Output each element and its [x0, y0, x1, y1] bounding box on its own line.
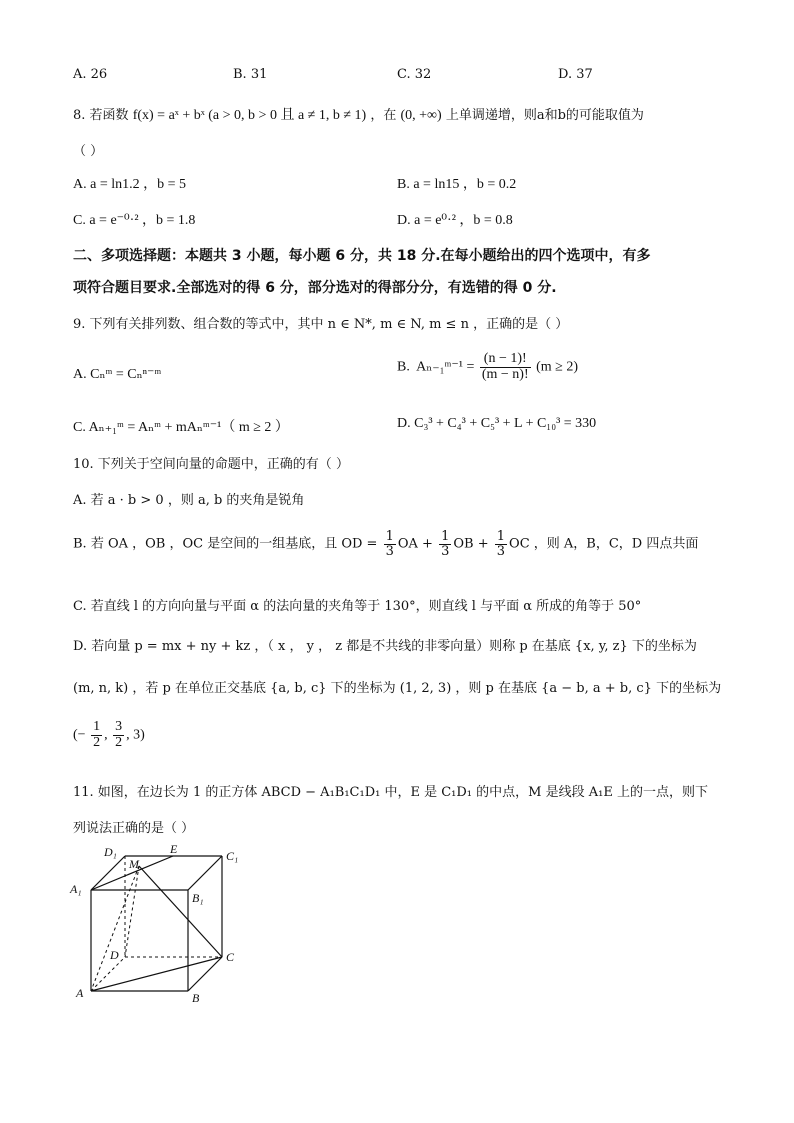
segment-ac — [91, 957, 222, 991]
label-d1: D₁ — [104, 845, 117, 859]
edge-bc — [188, 957, 222, 991]
label-e: E — [170, 842, 178, 856]
label-c1: C₁ — [226, 849, 239, 863]
frac-denominator: 2 — [93, 734, 101, 750]
q9-option-b-fraction — [480, 352, 531, 382]
q9-option-b-lhs: Aₙ₋₁ᵐ⁻¹ = — [416, 359, 475, 375]
q9-option-b-denominator: (m − n)! — [481, 366, 529, 382]
frac-numerator: 1 — [385, 529, 394, 544]
q9-option-d: D. C₃³ + C₄³ + C₅³ + L + C₁₀³ = 330 — [397, 416, 597, 431]
q7-option-d: D. 37 — [558, 67, 593, 82]
edge-ad-hidden — [91, 957, 125, 991]
q8-option-c: C. a = e⁻⁰·² ，b = 1.8 — [73, 213, 196, 228]
segment-mc — [139, 866, 222, 957]
cube-figure — [66, 840, 256, 1010]
frac-numerator: 1 — [496, 529, 506, 544]
q8-prefix: 8. 若函数 — [73, 108, 129, 123]
label-b1: B₁ — [192, 891, 204, 905]
q10-option-d-frac2 — [113, 720, 124, 750]
frac-numerator: 1 — [441, 529, 450, 544]
q10-option-a: A. 若 a · b > 0 ，则 a, b 的夹角是锐角 — [73, 493, 305, 508]
q10-option-b-term1: OA + — [397, 536, 433, 552]
q7-option-a: A. 26 — [73, 67, 108, 82]
frac-denominator: 3 — [385, 543, 394, 559]
frac-denominator: 3 — [441, 543, 450, 559]
q10-option-d-line1: D. 若向量 p = mx + ny + kz ，（ x ， y ， z 都是不共线的非零向量）则称 p 在基底 {x, y, z} 下的坐标为 — [73, 639, 697, 654]
q8-option-b: B. a = ln15 ，b = 0.2 — [397, 177, 517, 192]
q9-option-b — [397, 352, 578, 382]
section-heading-line2: 项符合题目要求.全部选对的得 6 分，部分选对的得部分分，有选错的得 0 分. — [73, 280, 557, 296]
q10-stem: 10. 下列关于空间向量的命题中，正确的有（ ） — [73, 457, 349, 472]
q11-stem-line2: 列说法正确的是（ ） — [73, 821, 195, 836]
q10-option-b-term2: OB + — [453, 536, 489, 552]
q10-option-b-frac1 — [384, 530, 396, 558]
q7-option-c: C. 32 — [397, 67, 432, 82]
q8-mid: ，在 — [370, 108, 397, 123]
edge-b1c1 — [188, 856, 222, 890]
q8-stem — [73, 104, 644, 124]
q7-option-b: B. 31 — [233, 67, 268, 82]
frac-denominator: 2 — [115, 734, 123, 750]
frac-numerator: 3 — [115, 719, 123, 734]
frac-numerator: 1 — [93, 719, 101, 734]
q8-interval: (0, +∞) — [400, 108, 442, 123]
q8-option-d: D. a = e⁰·² ，b = 0.8 — [397, 213, 513, 228]
q10-option-b-frac2 — [439, 530, 451, 558]
label-b: B — [192, 991, 200, 1005]
q9-option-a: A. Cₙᵐ = Cₙⁿ⁻ᵐ — [73, 367, 162, 382]
label-a1: A₁ — [70, 882, 82, 896]
q8-answer-paren: （ ） — [73, 144, 104, 159]
q10-option-c: C. 若直线 l 的方向向量与平面 α 的法向量的夹角等于 130°，则直线 l 与平面 α 所成的角等于 50° — [73, 599, 642, 614]
label-m: M — [129, 857, 139, 871]
q10-option-d-close: , 3) — [126, 727, 145, 743]
frac-denominator: 3 — [496, 543, 506, 559]
q9-option-b-numerator: (n − 1)! — [480, 352, 531, 368]
q9-stem: 9. 下列有关排列数、组合数的等式中，其中 n ∈ N*, m ∈ N, m ≤ n ，正确的是（ ） — [73, 317, 569, 332]
q8-suffix: 上单调递增，则a和b的可能取值为 — [445, 108, 644, 123]
q10-option-d-frac1 — [91, 720, 102, 750]
q9-option-c: C. Aₙ₊₁ᵐ = Aₙᵐ + mAₙᵐ⁻¹（ m ≥ 2 ） — [73, 420, 289, 435]
q8-option-a: A. a = ln1.2 ，b = 5 — [73, 177, 187, 192]
q10-option-b-term3: OC ，则 A，B，C，D 四点共面 — [509, 536, 699, 552]
q11-stem-line1: 11. 如图，在边长为 1 的正方体 ABCD − A₁B₁C₁D₁ 中，E 是 C₁D₁ 的中点，M 是线段 A₁E 上的一点，则下 — [73, 785, 708, 800]
q10-option-b-part1: B. 若 OA ，OB ，OC 是空间的一组基底，且 OD = — [73, 536, 378, 552]
q10-option-d-line3: (− $\frac{1}{2}$ , $\frac{3}{2}$ , 3) — [73, 719, 145, 750]
segment-ma-hidden — [91, 866, 139, 991]
label-d: D — [110, 948, 119, 962]
q10-option-d-line2: (m, n, k) ，若 p 在单位正交基底 {a, b, c} 下的坐标为 (1, 2, 3) ，则 p 在基底 {a − b, a + b, c} 下的坐标为 — [73, 681, 722, 696]
label-c: C — [226, 950, 235, 964]
q9-option-b-condition: (m ≥ 2) — [536, 359, 579, 375]
q10-option-b — [73, 530, 698, 558]
label-a: A — [76, 986, 84, 1000]
edge-d1a1 — [91, 856, 125, 890]
q10-option-b-frac3 — [495, 530, 507, 558]
q8-function: f(x) = aˣ + bˣ (a > 0, b > 0 且 a ≠ 1, b ≠ 1) — [132, 108, 367, 123]
q9-option-b-label: B. — [397, 359, 410, 375]
q10-option-d-open: (− — [73, 727, 86, 743]
segment-md-hidden — [125, 866, 139, 957]
section-heading-line1: 二、多项选择题：本题共 3 小题，每小题 6 分，共 18 分.在每小题给出的四个选项中，有多 — [73, 248, 651, 264]
